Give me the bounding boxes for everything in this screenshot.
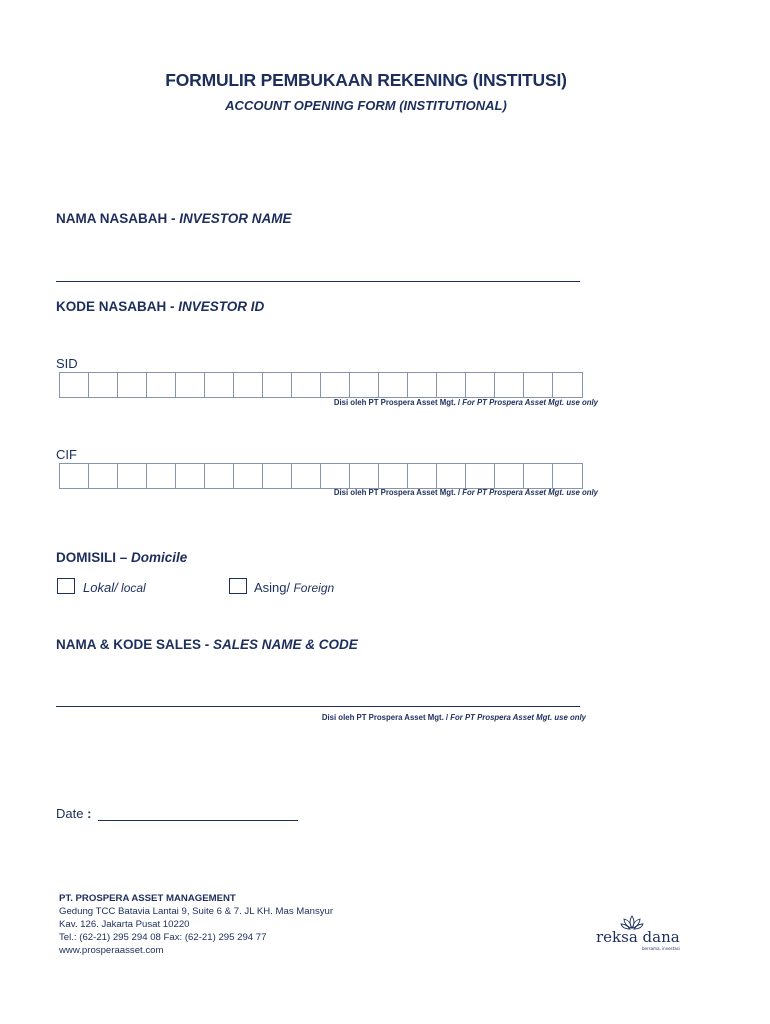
date-label: Date : [56, 806, 92, 821]
company-phone-fax: Tel.: (62-21) 295 294 08 Fax: (62-21) 295 294 77 [59, 932, 267, 943]
domicile-heading: DOMISILI – Domicile [56, 550, 188, 565]
sales-name-code-field[interactable] [56, 706, 580, 707]
svg-text:reksa dana: reksa dana [596, 928, 680, 946]
company-address-line1: Gedung TCC Batavia Lantai 9, Suite 6 & 7. JL KH. Mas Mansyur [59, 906, 334, 917]
cif-input-boxes[interactable] [59, 463, 583, 489]
cif-office-use-note: Disi oleh PT Prospera Asset Mgt. / For PT Prospera Asset Mgt. use only [333, 488, 598, 497]
investor-name-heading: NAMA NASABAH - INVESTOR NAME [56, 211, 292, 226]
company-address-line2: Kav. 126. Jakarta Pusat 10220 [59, 919, 190, 930]
lotus-icon [594, 914, 686, 954]
investor-id-heading: KODE NASABAH - INVESTOR ID [56, 299, 265, 314]
sid-office-use-note: Disi oleh PT Prospera Asset Mgt. / For PT Prospera Asset Mgt. use only [333, 398, 598, 407]
company-website: www.prosperaasset.com [59, 945, 164, 956]
svg-text:bersama, investasi: bersama, investasi [642, 946, 680, 951]
form-title: FORMULIR PEMBUKAAN REKENING (INSTITUSI) [165, 70, 567, 90]
reksa-dana-logo [594, 914, 686, 954]
cif-label: CIF [56, 447, 77, 462]
foreign-option-label: Asing/ Foreign [254, 580, 335, 595]
sid-input-boxes[interactable] [59, 372, 583, 398]
sales-office-use-note: Disi oleh PT Prospera Asset Mgt. / For PT Prospera Asset Mgt. use only [321, 713, 586, 722]
foreign-checkbox[interactable] [229, 578, 247, 594]
sid-label: SID [56, 356, 78, 371]
local-option-label: Lokal/ local [83, 580, 146, 595]
company-footer [59, 892, 333, 957]
sales-heading: NAMA & KODE SALES - SALES NAME & CODE [56, 637, 358, 652]
date-field[interactable] [98, 820, 298, 821]
local-checkbox[interactable] [57, 578, 75, 594]
investor-name-field[interactable] [56, 281, 580, 282]
form-subtitle: ACCOUNT OPENING FORM (INSTITUTIONAL) [225, 98, 507, 113]
company-name: PT. PROSPERA ASSET MANAGEMENT [59, 893, 236, 904]
